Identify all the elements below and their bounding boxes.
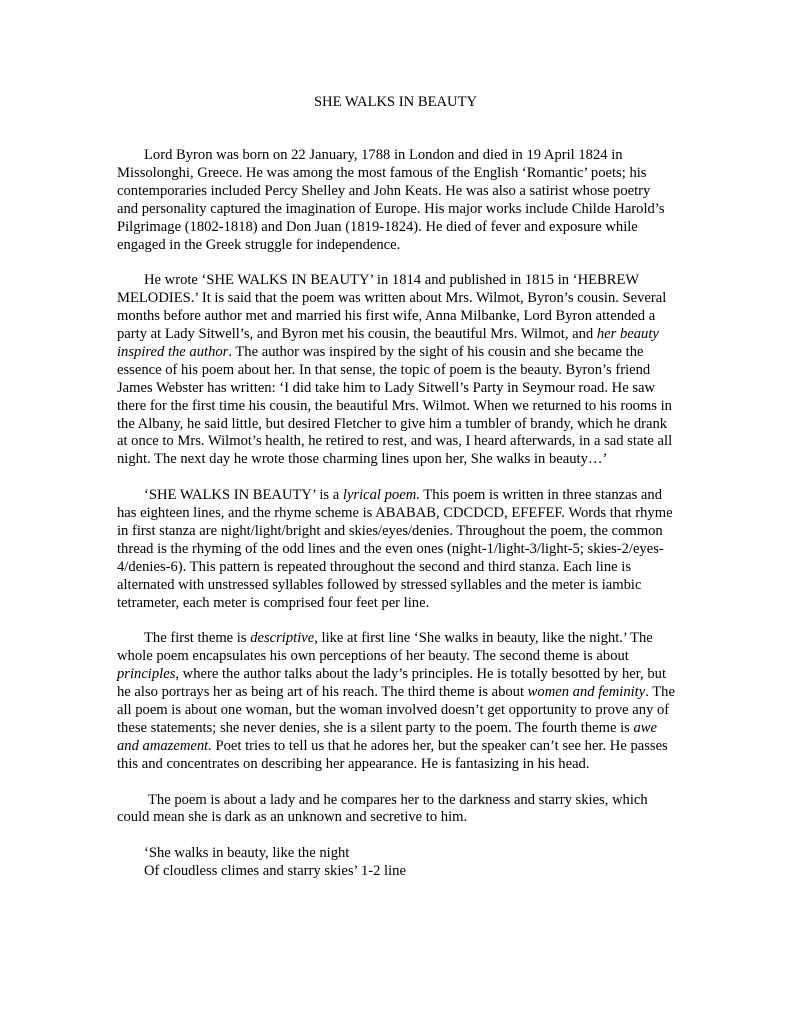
paragraph-text: ‘SHE WALKS IN BEAUTY’ is a [144, 487, 343, 504]
paragraph-history [117, 272, 675, 469]
quote-line: ‘She walks in beauty, like the night [144, 845, 350, 862]
emphasis-text: lyrical poem. [342, 487, 420, 504]
paragraph-text: Lord Byron was born on 22 January, 1788 in London and died in 19 April 1824 in Missolonghi, Greece. He was among the most famous of the English ‘Romantic’ poets; his contemporaries included Percy Shelley and John Keats. He was also a satirist whose poetry and personality captured the imagination of Europe. His major works include Childe Harold’s Pilgrimage (1802-1818) and Don Juan (1819-1824). He died of fever and exposure while engaged in the Greek struggle for independence. [117, 147, 665, 253]
emphasis-text: her beauty inspired the author [117, 326, 659, 360]
paragraph-text: The first theme is [144, 630, 251, 647]
paragraph-text: Poet tries to tell us that he adores her, but the speaker can’t see her. He passes this and concentrates on describing her appearance. He is fantasizing in his head. [117, 737, 668, 772]
emphasis-text: principles [117, 666, 176, 683]
paragraph-text: . The all poem is about one woman, but the woman involved doesn’t get opportunity to prove any of these statements; she never denies, she is a silent party to the poem. The fourth theme is [117, 684, 675, 736]
quote-line: Of cloudless climes and starry skies’ 1-2 line [144, 863, 406, 880]
page-title: SHE WALKS IN BEAUTY [313, 94, 478, 110]
paragraph-text: This poem is written in three stanzas and has eighteen lines, and the rhyme scheme is ABABAB, CDCDCD, EFEFEF. Words that rhyme in first stanza are night/light/bright and skies/eyes/denies. Throughout the poem, the common thread is the rhyming of the odd lines and the even ones (night-1/light-3/light-5; skies-2/eyes-4/denies-6). This pattern is repeated throughout the second and third stanza. Each line is alternated with unstressed syllables followed by stressed syllables and the meter is iambic tetrameter, each meter is comprised four feet per line. [117, 487, 673, 611]
emphasis-text: descriptive [250, 630, 315, 647]
paragraph-text: , where the author talks about the lady’s principles. He is totally besotted by her, but he also portrays her as being art of his reach. The third theme is about [117, 666, 666, 701]
paragraph-biography [117, 147, 675, 254]
paragraph-themes [117, 630, 675, 773]
paragraph-text: The poem is about a lady and he compares her to the darkness and starry skies, which could mean she is dark as an unknown and secretive to him. [117, 791, 648, 826]
paragraph-text: , like at first line ‘She walks in beauty, like the night.’ The whole poem encapsulates his own perceptions of her beauty. The second theme is about [117, 630, 653, 665]
emphasis-text: awe and amazement. [117, 719, 657, 754]
paragraph-comparison [117, 792, 675, 828]
poem-quote [117, 845, 675, 881]
paragraph-form [117, 487, 675, 612]
emphasis-text: women and feminity [527, 684, 646, 701]
paragraph-text: . The author was inspired by the sight of his cousin and she became the essence of his poem about her. In that sense, the topic of poem is the beauty. Byron’s friend James Webster has written: ‘I did take him to Lady Sitwell’s Party in Seymour road. He saw there for the first time his cousin, the beautiful Mrs. Wilmot. When we returned to his rooms in the Albany, he said little, but desired Fletcher to give him a tumbler of brandy, which he drank at once to Mrs. Wilmot’s health, he retired to rest, and was, I heard afterwards, in a sad state all night. The next day he wrote those charming lines upon her, She walks in beauty…’ [117, 343, 673, 468]
document-body [117, 147, 675, 881]
paragraph-text: He wrote ‘SHE WALKS IN BEAUTY’ in 1814 and published in 1815 in ‘HEBREW MELODIES.’ It is said that the poem was written about Mrs. Wilmot, Byron’s cousin. Several months before author met and married his first wife, Anna Milbanke, Lord Byron attended a party at Lady Sitwell’s, and Byron met his cousin, the beautiful Mrs. Wilmot, and [117, 272, 667, 343]
